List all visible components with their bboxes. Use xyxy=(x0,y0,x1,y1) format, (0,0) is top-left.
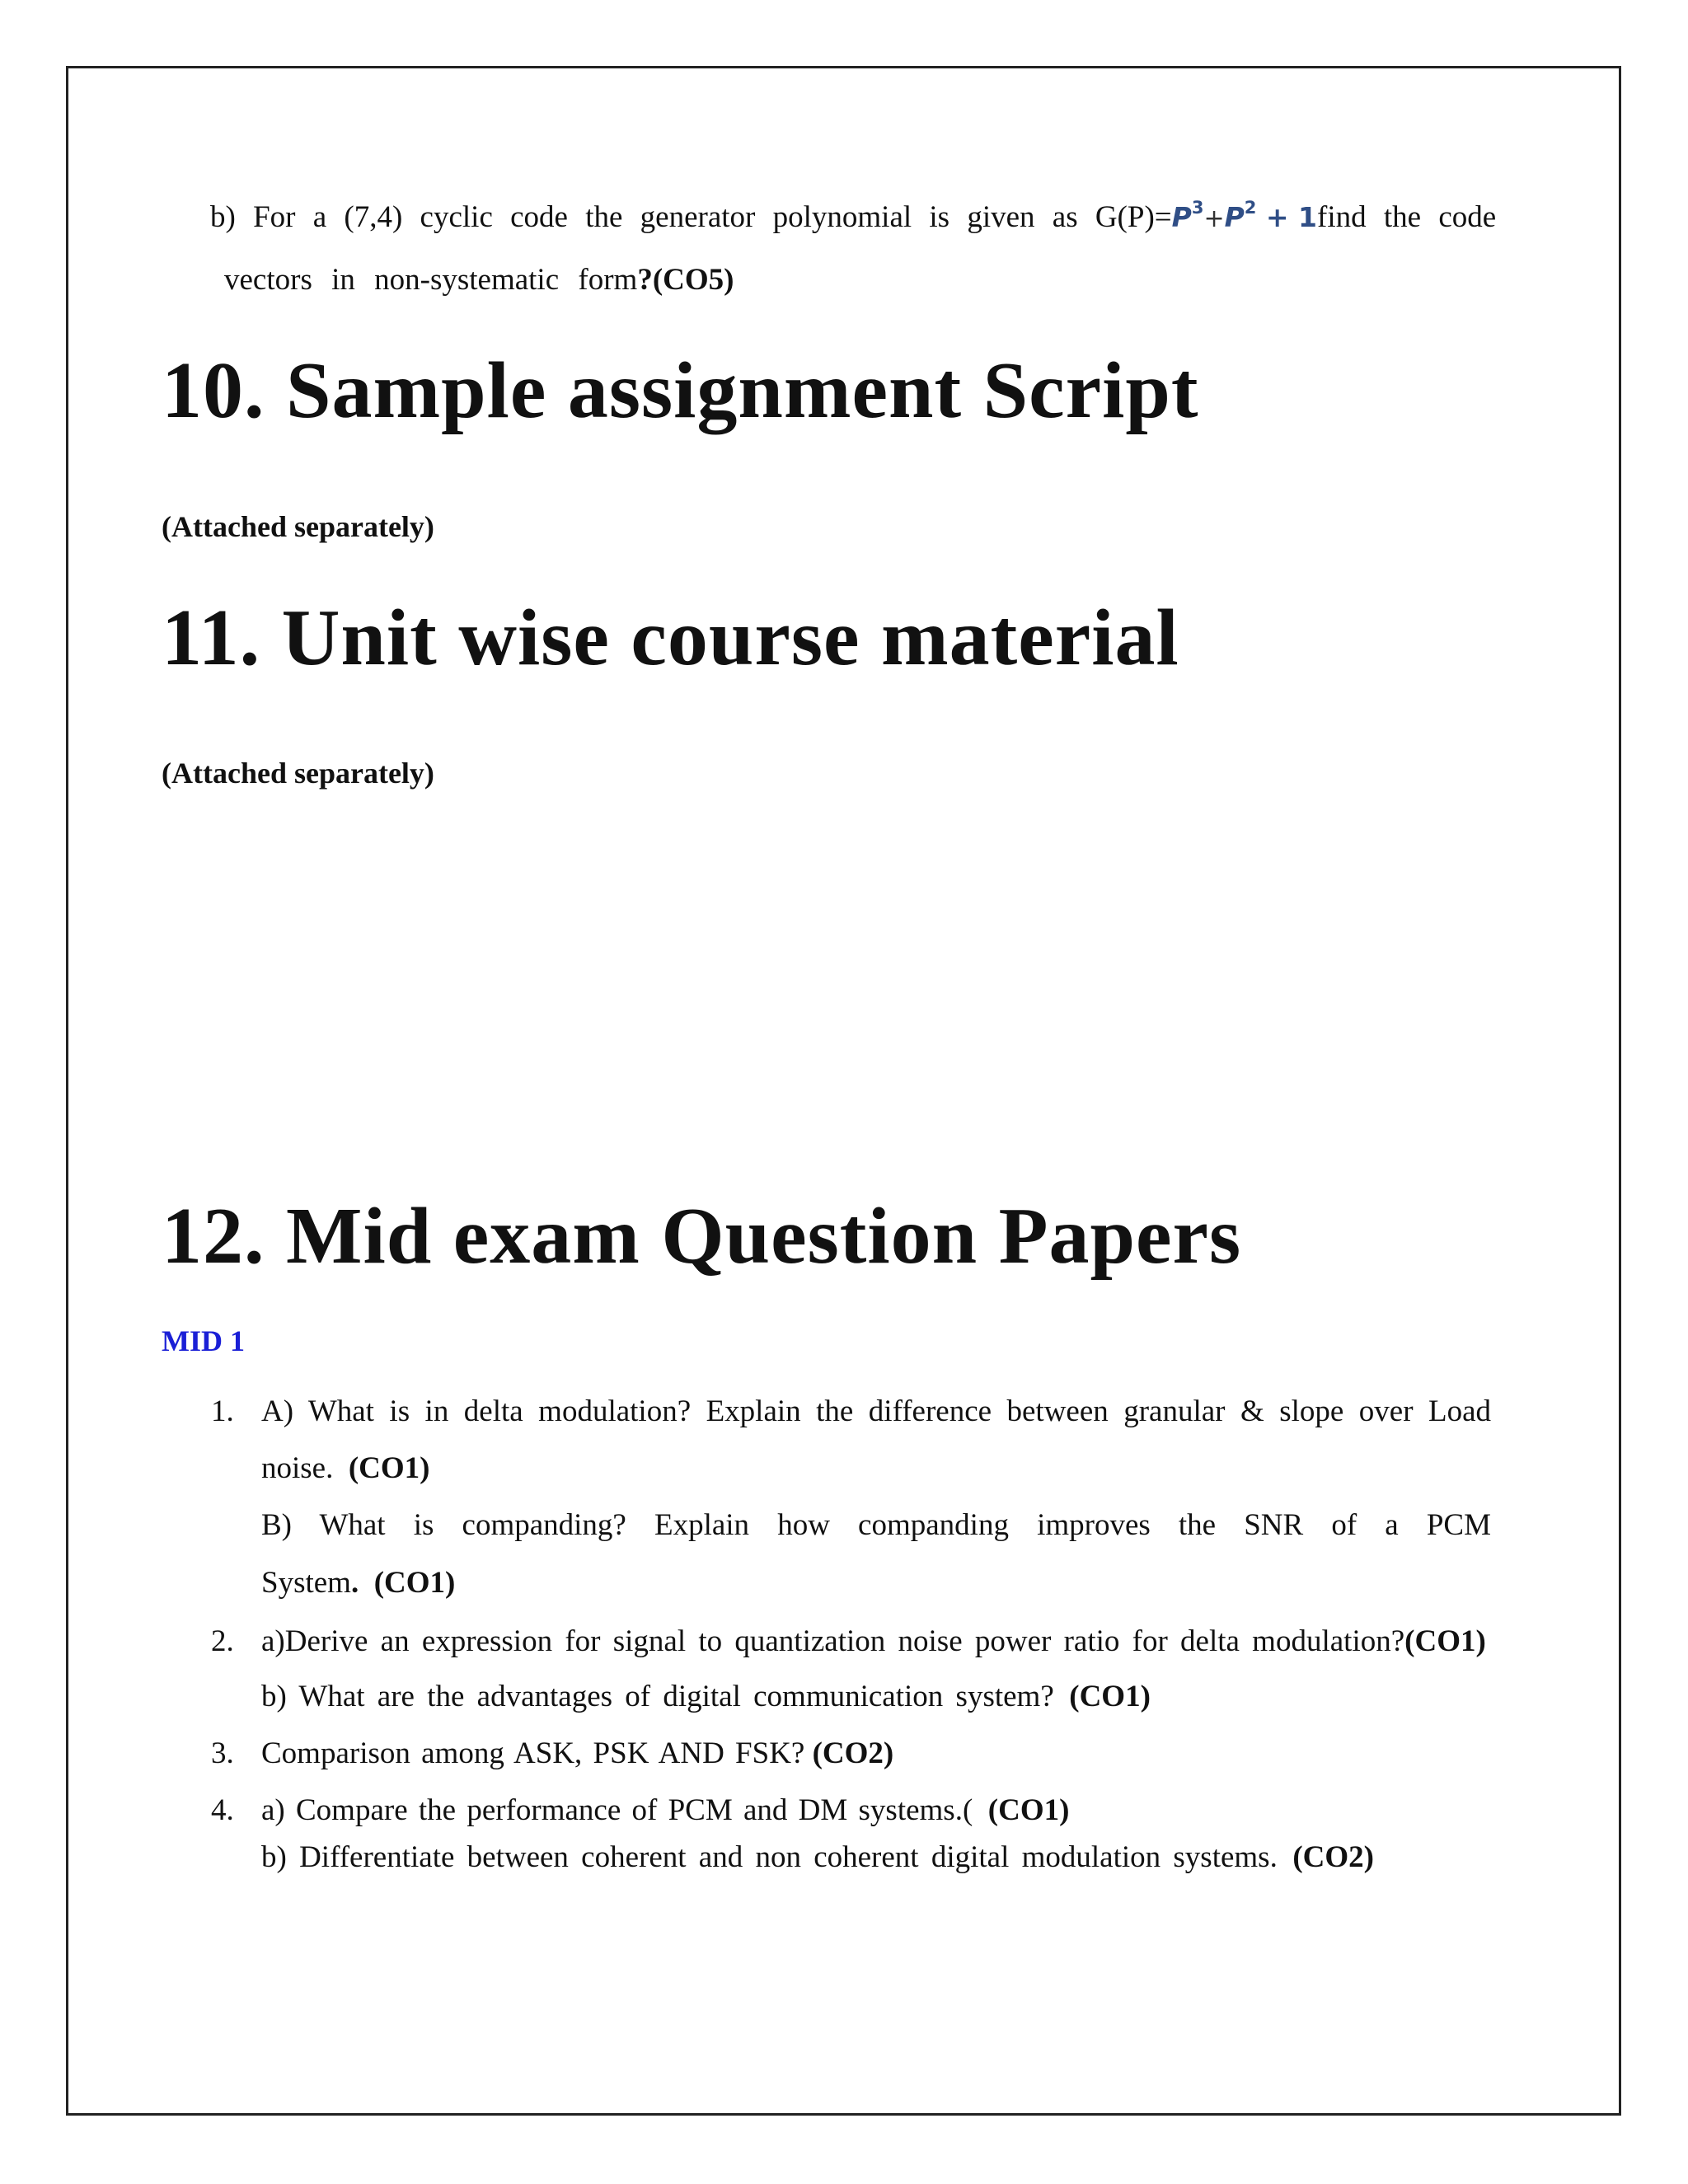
question-1b-line2: System. (CO1) xyxy=(261,1566,456,1600)
section-heading-10: 10. Sample assignment Script xyxy=(162,346,1199,435)
question-4b-line: b) Differentiate between coherent and non coherent digital modulation systems. (CO2) xyxy=(261,1840,1374,1874)
mid-label: MID 1 xyxy=(162,1324,245,1357)
section-note-11: (Attached separately) xyxy=(162,757,434,790)
co-tag: (CO1) xyxy=(987,1793,1070,1827)
question-number-4: 4. xyxy=(211,1793,234,1827)
question-number-2: 2. xyxy=(211,1624,234,1658)
co-tag: (CO2) xyxy=(1292,1840,1374,1874)
prev-question-line1 xyxy=(210,198,1497,235)
question-1a-line1: A) What is in delta modulation? Explain the difference between granular & slope over Load xyxy=(261,1394,1491,1428)
question-2b-line: b) What are the advantages of digital communication system? (CO1) xyxy=(261,1680,1151,1713)
co-tag: (CO1) xyxy=(373,1566,456,1600)
co-tag: (CO1) xyxy=(348,1451,430,1485)
co-tag: ?(CO5) xyxy=(637,263,734,297)
prev-question-tail: find the code xyxy=(1317,200,1497,234)
co-tag: (CO1) xyxy=(1069,1680,1151,1713)
question-3-line: Comparison among ASK, PSK AND FSK? (CO2) xyxy=(261,1736,894,1770)
question-number-3: 3. xyxy=(211,1736,234,1770)
question-number-1: 1. xyxy=(211,1394,234,1428)
question-2a-line: a)Derive an expression for signal to quantization noise power ratio for delta modulation?(CO1) xyxy=(261,1624,1486,1658)
co-tag: (CO2) xyxy=(812,1736,894,1770)
section-heading-11: 11. Unit wise course material xyxy=(162,593,1179,682)
section-heading-12: 12. Mid exam Question Papers xyxy=(162,1192,1242,1281)
prev-question-line2: vectors in non-systematic form?(CO5) xyxy=(224,263,734,297)
question-4a-line: a) Compare the performance of PCM and DM systems.( (CO1) xyxy=(261,1793,1070,1827)
question-1a-line2: noise. (CO1) xyxy=(261,1451,430,1485)
section-note-10: (Attached separately) xyxy=(162,510,434,543)
prev-question-text: b) For a (7,4) cyclic code the generator polynomial is given as G(P)= xyxy=(210,200,1172,234)
co-tag: (CO1) xyxy=(1404,1624,1486,1658)
question-1b-line1: B) What is companding? Explain how companding improves the SNR of a PCM xyxy=(261,1508,1491,1542)
generator-polynomial-formula: $P^3+P^2 + 1$ xyxy=(1171,198,1318,233)
